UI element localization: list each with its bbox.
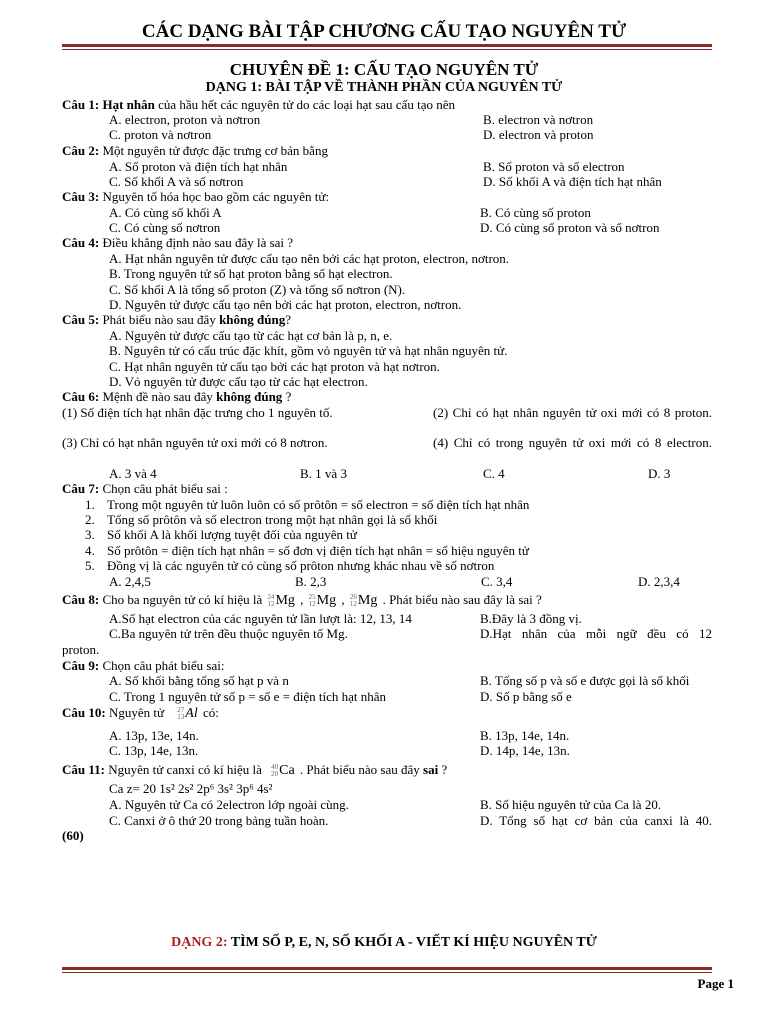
question-2: Câu 2: Một nguyên tử được đặc trưng cơ bản bằng xyxy=(62,143,328,158)
document-header-title: CÁC DẠNG BÀI TẬP CHƯƠNG CẤU TẠO NGUYÊN TỬ xyxy=(141,21,627,42)
footer-divider xyxy=(62,967,712,973)
q2-option-b: B. Số proton và số electron xyxy=(483,159,625,174)
q4-option-b: B. Trong nguyên tử số hạt proton bằng số hạt electron. xyxy=(109,266,393,281)
header-divider xyxy=(62,44,712,50)
q1-option-a: A. electron, proton và nơtron xyxy=(109,112,261,127)
question-11: Câu 11: Nguyên tử canxi có kí hiệu là 40 20 Ca . Phát biểu nào sau đây sai ? xyxy=(62,762,448,779)
isotope-ca-40: 40 20 Ca xyxy=(271,763,295,779)
question-10: Câu 10: Nguyên tử 27 13 Al có: xyxy=(62,705,219,722)
q10-option-d: D. 14p, 14e, 13n. xyxy=(480,743,570,758)
q10-option-b: B. 13p, 14e, 14n. xyxy=(480,728,570,743)
q10-option-c: C. 13p, 14e, 13n. xyxy=(109,743,199,758)
q8-option-d-continued: proton. xyxy=(62,642,100,657)
q1-option-c: C. proton và nơtron xyxy=(109,127,212,142)
question-3: Câu 3: Nguyên tố hóa học bao gồm các nguyên tử: xyxy=(62,189,329,204)
q6-statement-2: (2) Chỉ có hạt nhân nguyên tử oxi mới có 8 proton. xyxy=(433,405,712,420)
q8-option-a: A.Số hạt electron của các nguyên tử lần lượt là: 12, 13, 14 xyxy=(109,611,412,626)
q5-option-c: C. Hạt nhân nguyên tử cấu tạo bởi các hạt proton và hạt nơtron. xyxy=(109,359,440,374)
q11-option-c: C. Canxi ở ô thứ 20 trong bảng tuần hoàn. xyxy=(109,813,329,828)
q11-option-b: B. Số hiệu nguyên tử của Ca là 20. xyxy=(480,797,662,812)
question-8: Câu 8: Cho ba nguyên tử có kí hiệu là 24 12 Mg , 25 12 Mg , 26 12 Mg . Phát biểu nào sau đây là sai ? xyxy=(62,592,542,609)
isotope-mg-25: 25 12 Mg xyxy=(308,593,337,609)
q6-statement-3: (3) Chỉ có hạt nhân nguyên tử oxi mới có 8 nơtron. xyxy=(62,435,328,450)
q1-option-b: B. electron và nơtron xyxy=(483,112,594,127)
q7-option-c: C. 3,4 xyxy=(481,574,513,589)
q3-option-a: A. Có cùng số khối A xyxy=(109,205,222,220)
q5-option-b: B. Nguyên tử có cấu trúc đặc khít, gồm vỏ nguyên tử và hạt nhân nguyên tử. xyxy=(109,343,508,358)
q11-electron-config: Ca z= 20 1s² 2s² 2p⁶ 3s² 3p⁶ 4s² xyxy=(109,781,273,796)
score-note: (60) xyxy=(62,828,84,843)
q5-option-a: A. Nguyên tử được cấu tạo từ các hạt cơ bản là p, n, e. xyxy=(109,328,393,343)
q7-option-b: B. 2,3 xyxy=(295,574,327,589)
question-5: Câu 5: Phát biểu nào sau đây không đúng? xyxy=(62,312,291,327)
question-7: Câu 7: Chọn câu phát biểu sai : xyxy=(62,481,228,496)
q1-option-d: D. electron và proton xyxy=(483,127,594,142)
section-subtitle: DẠNG 1: BÀI TẬP VỀ THÀNH PHẦN CỦA NGUYÊN TỬ xyxy=(205,80,563,95)
q7-item-1: 1. Trong một nguyên tử luôn luôn có số prôtôn = số electron = số điện tích hạt nhân xyxy=(85,497,530,512)
isotope-al-27: 27 13 Al xyxy=(177,706,198,722)
q7-item-3: 3. Số khối A là khối lượng tuyệt đối của nguyên tử xyxy=(85,527,357,542)
q5-option-d: D. Vỏ nguyên tử được cấu tạo từ các hạt electron. xyxy=(109,374,368,389)
q2-option-a: A. Số proton và điện tích hạt nhân xyxy=(109,159,288,174)
question-1: Câu 1: Hạt nhân của hầu hết các nguyên tử do các loại hạt sau cấu tạo nên xyxy=(62,97,455,112)
q4-option-a: A. Hạt nhân nguyên tử được cấu tạo nên bởi các hạt proton, electron, nơtron. xyxy=(109,251,510,266)
q9-option-c: C. Trong 1 nguyên tử số p = số e = điện tích hạt nhân xyxy=(109,689,387,704)
q7-item-5: 5. Đồng vị là các nguyên tử có cùng số prôton nhưng khác nhau về số nơtron xyxy=(85,558,495,573)
q2-option-c: C. Số khối A và số nơtron xyxy=(109,174,244,189)
q11-option-d: D. Tổng số hạt cơ bản của canxi là 40. xyxy=(480,813,712,828)
q6-option-b: B. 1 và 3 xyxy=(300,466,347,481)
q3-option-c: C. Có cùng số nơtron xyxy=(109,220,221,235)
q7-item-4: 4. Số prôtôn = điện tích hạt nhân = số đơn vị điện tích hạt nhân = số hiệu nguyên tử xyxy=(85,543,529,558)
q8-option-c: C.Ba nguyên tử trên đều thuộc nguyên tố Mg. xyxy=(109,626,348,641)
q11-option-a: A. Nguyên tử Ca có 2electron lớp ngoài cùng. xyxy=(109,797,349,812)
q10-option-a: A. 13p, 13e, 14n. xyxy=(109,728,199,743)
q2-option-d: D. Số khối A và điện tích hạt nhân xyxy=(483,174,662,189)
question-9: Câu 9: Chọn câu phát biểu sai: xyxy=(62,658,225,673)
q6-option-a: A. 3 và 4 xyxy=(109,466,157,481)
q6-statement-1: (1) Số điện tích hạt nhân đặc trưng cho 1 nguyên tố. xyxy=(62,405,333,420)
q7-option-d: D. 2,3,4 xyxy=(638,574,680,589)
section-2-heading: DẠNG 2: TÌM SỐ P, E, N, SỐ KHỐI A - VIẾT KÍ HIỆU NGUYÊN TỬ xyxy=(171,935,597,950)
isotope-mg-24: 24 12 Mg xyxy=(267,593,295,609)
isotope-mg-26: 26 12 Mg xyxy=(349,593,378,609)
q3-option-d: D. Có cùng số proton và số nơtron xyxy=(480,220,660,235)
q9-option-a: A. Số khối bằng tổng số hạt p và n xyxy=(109,673,289,688)
q7-option-a: A. 2,4,5 xyxy=(109,574,151,589)
q9-option-d: D. Số p bằng số e xyxy=(480,689,572,704)
q9-option-b: B. Tổng số p và số e được gọi là số khối xyxy=(480,673,690,688)
q6-option-c: C. 4 xyxy=(483,466,505,481)
q4-option-d: D. Nguyên tử được cấu tạo nên bởi các hạt proton, electron, nơtron. xyxy=(109,297,462,312)
question-4: Câu 4: Điều khẳng định nào sau đây là sai ? xyxy=(62,235,294,250)
q3-option-b: B. Có cùng số proton xyxy=(480,205,591,220)
q6-statement-4: (4) Chỉ có trong nguyên tử oxi mới có 8 electron. xyxy=(433,435,712,450)
topic-title: CHUYÊN ĐỀ 1: CẤU TẠO NGUYÊN TỬ xyxy=(229,60,539,79)
page-number: Page 1 xyxy=(697,976,734,991)
q4-option-c: C. Số khối A là tổng số proton (Z) và tổng số nơtron (N). xyxy=(109,282,406,297)
q6-option-d: D. 3 xyxy=(648,466,671,481)
q7-item-2: 2. Tổng số prôtôn và số electron trong một hạt nhân gọi là số khối xyxy=(85,512,438,527)
q8-option-d: D.Hạt nhân của mỗi ngữ đều có 12 xyxy=(480,626,712,641)
q8-option-b: B.Đây là 3 đồng vị. xyxy=(480,611,582,626)
question-6: Câu 6: Mệnh đề nào sau đây không đúng ? xyxy=(62,389,292,404)
